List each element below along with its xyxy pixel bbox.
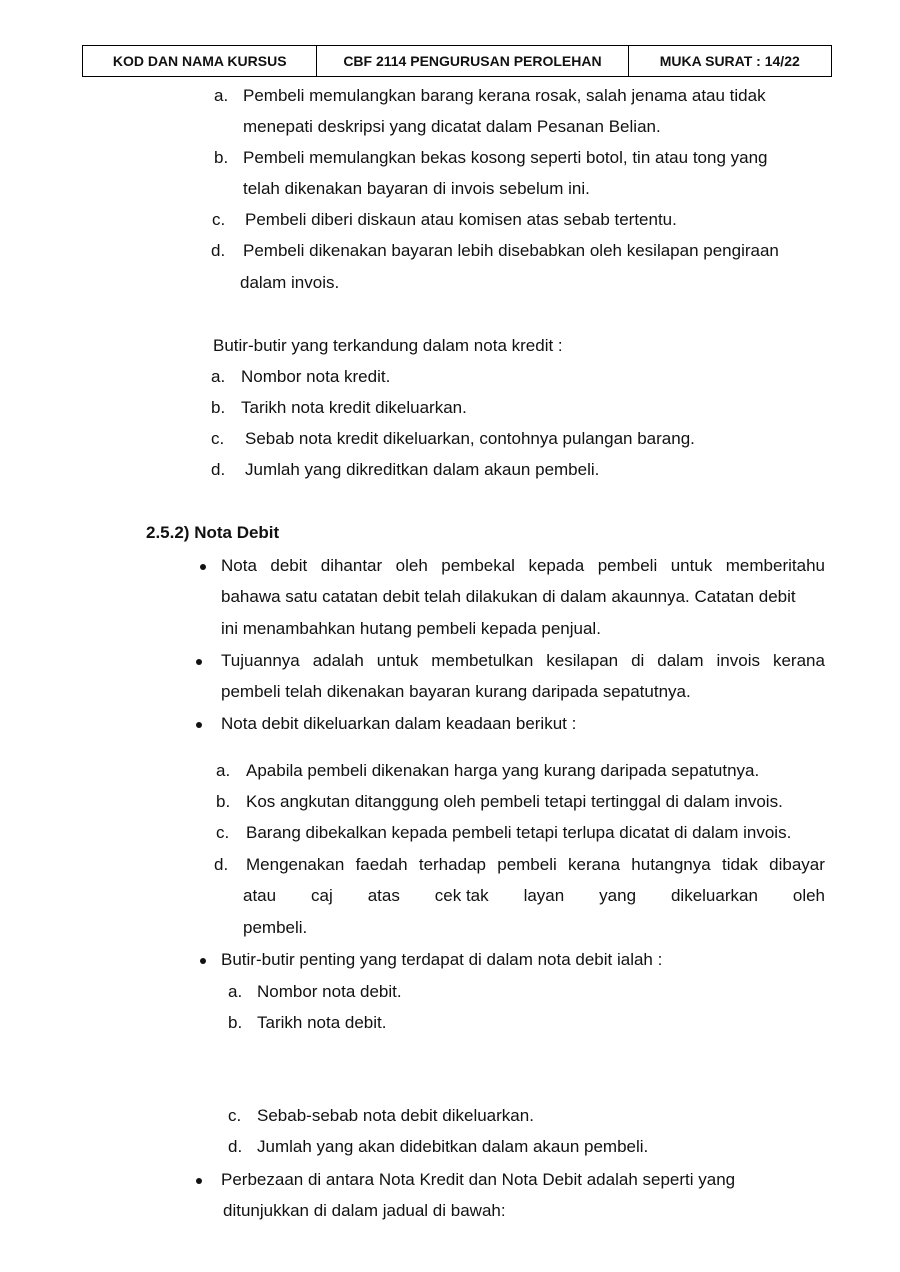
list-item: Tarikh nota kredit dikeluarkan. xyxy=(241,398,467,417)
word: adalah xyxy=(312,651,364,670)
list-item: Barang dibekalkan kepada pembeli tetapi terlupa dicatat di dalam invois. xyxy=(246,823,792,842)
list-marker: d. xyxy=(228,1137,243,1156)
word: yang xyxy=(599,886,637,905)
list-item: Pembeli diberi diskaun atau komisen atas sebab tertentu. xyxy=(245,210,677,229)
list-item: Sebab nota kredit dikeluarkan, contohnya pulangan barang. xyxy=(245,429,695,448)
list-item: Sebab-sebab nota debit dikeluarkan. xyxy=(257,1106,534,1125)
word: invois xyxy=(716,651,760,670)
word: di xyxy=(631,651,645,670)
word: memberitahu xyxy=(725,556,825,575)
word: dibayar xyxy=(769,855,825,874)
list-marker: b. xyxy=(216,792,231,811)
list-item: Pembeli memulangkan bekas kosong seperti botol, tin atau tong yang xyxy=(243,148,768,167)
word: Tujuannya xyxy=(221,651,300,670)
word: pembekal xyxy=(441,556,515,575)
list-marker: c. xyxy=(212,210,226,229)
bullet-point xyxy=(196,659,202,665)
list-marker: d. xyxy=(214,855,229,874)
word: pembeli xyxy=(597,556,658,575)
list-item-continuation: telah dikenakan bayaran di invois sebelum ini. xyxy=(243,179,590,198)
word: oleh xyxy=(395,556,428,575)
list-item: Pembeli dikenakan bayaran lebih disebabkan oleh kesilapan pengiraan xyxy=(243,241,779,260)
bullet-point xyxy=(196,1178,202,1184)
word: membetulkan xyxy=(431,651,534,670)
bullet-point xyxy=(200,564,206,570)
paragraph-line: bahawa satu catatan debit telah dilakukan di dalam akaunnya. Catatan debit xyxy=(221,587,796,606)
list-marker: b. xyxy=(211,398,226,417)
list-item-continuation: dalam invois. xyxy=(240,273,340,292)
paragraph-line: pembeli. xyxy=(243,918,308,937)
list-marker: a. xyxy=(228,982,243,1001)
list-marker: b. xyxy=(214,148,229,167)
word: kerana xyxy=(568,855,621,874)
list-item: Jumlah yang dikreditkan dalam akaun pembeli. xyxy=(245,460,600,479)
list-item: Nombor nota kredit. xyxy=(241,367,391,386)
word: atas xyxy=(367,886,400,905)
word: Nota xyxy=(221,556,257,575)
list-item: Jumlah yang akan didebitkan dalam akaun pembeli. xyxy=(257,1137,649,1156)
justified-line xyxy=(246,855,825,875)
word: tidak xyxy=(721,855,758,874)
word: debit xyxy=(270,556,308,575)
list-marker: c. xyxy=(228,1106,242,1125)
list-item: Tarikh nota debit. xyxy=(257,1013,387,1032)
list-item-continuation: menepati deskripsi yang dicatat dalam Pesanan Belian. xyxy=(243,117,661,136)
word: pembeli xyxy=(497,855,557,874)
word: atau xyxy=(243,886,277,905)
word: terhadap xyxy=(418,855,486,874)
paragraph-line: pembeli telah dikenakan bayaran kurang daripada sepatutnya. xyxy=(221,682,691,701)
word: kepada xyxy=(528,556,585,575)
course-code-label: KOD DAN NAMA KURSUS xyxy=(83,46,317,76)
word: dikeluarkan xyxy=(670,886,758,905)
list-marker: a. xyxy=(216,761,231,780)
paragraph-line: Perbezaan di antara Nota Kredit dan Nota Debit adalah seperti yang xyxy=(221,1170,736,1189)
justified-line xyxy=(221,651,825,671)
word: kerana xyxy=(772,651,825,670)
paragraph-line: ditunjukkan di dalam jadual di bawah: xyxy=(223,1201,506,1220)
word: faedah xyxy=(355,855,408,874)
justified-line xyxy=(221,556,825,576)
section-intro: Butir-butir yang terkandung dalam nota kredit : xyxy=(213,336,563,355)
page-header-table xyxy=(82,45,832,77)
word: kesilapan xyxy=(546,651,619,670)
paragraph-line: Nota debit dikeluarkan dalam keadaan berikut : xyxy=(221,714,577,733)
list-marker: d. xyxy=(211,241,226,260)
list-marker: a. xyxy=(211,367,226,386)
word: caj xyxy=(311,886,333,905)
bullet-point xyxy=(200,958,206,964)
word: dihantar xyxy=(320,556,383,575)
list-item: Pembeli memulangkan barang kerana rosak, salah jenama atau tidak xyxy=(243,86,766,105)
list-item: Nombor nota debit. xyxy=(257,982,402,1001)
section-heading: 2.5.2) Nota Debit xyxy=(146,523,280,542)
list-marker: d. xyxy=(211,460,226,479)
bullet-point xyxy=(196,722,202,728)
course-name: CBF 2114 PENGURUSAN PEROLEHAN xyxy=(317,46,628,76)
word: Mengenakan xyxy=(246,855,345,874)
list-item: Kos angkutan ditanggung oleh pembeli tetapi tertinggal di dalam invois. xyxy=(246,792,783,811)
list-marker: b. xyxy=(228,1013,243,1032)
list-item: Apabila pembeli dikenakan harga yang kurang daripada sepatutnya. xyxy=(246,761,760,780)
justified-line xyxy=(243,886,825,906)
word: hutangnya xyxy=(631,855,711,874)
list-marker: c. xyxy=(216,823,230,842)
paragraph-line: ini menambahkan hutang pembeli kepada penjual. xyxy=(221,619,601,638)
word: untuk xyxy=(670,556,713,575)
word: cek tak xyxy=(434,886,489,905)
paragraph-line: Butir-butir penting yang terdapat di dalam nota debit ialah : xyxy=(221,950,663,969)
word: untuk xyxy=(376,651,419,670)
page-number: MUKA SURAT : 14/22 xyxy=(659,53,800,69)
list-marker: a. xyxy=(214,86,229,105)
word: oleh xyxy=(792,886,825,905)
word: dalam xyxy=(657,651,704,670)
word: layan xyxy=(523,886,565,905)
list-marker: c. xyxy=(211,429,225,448)
